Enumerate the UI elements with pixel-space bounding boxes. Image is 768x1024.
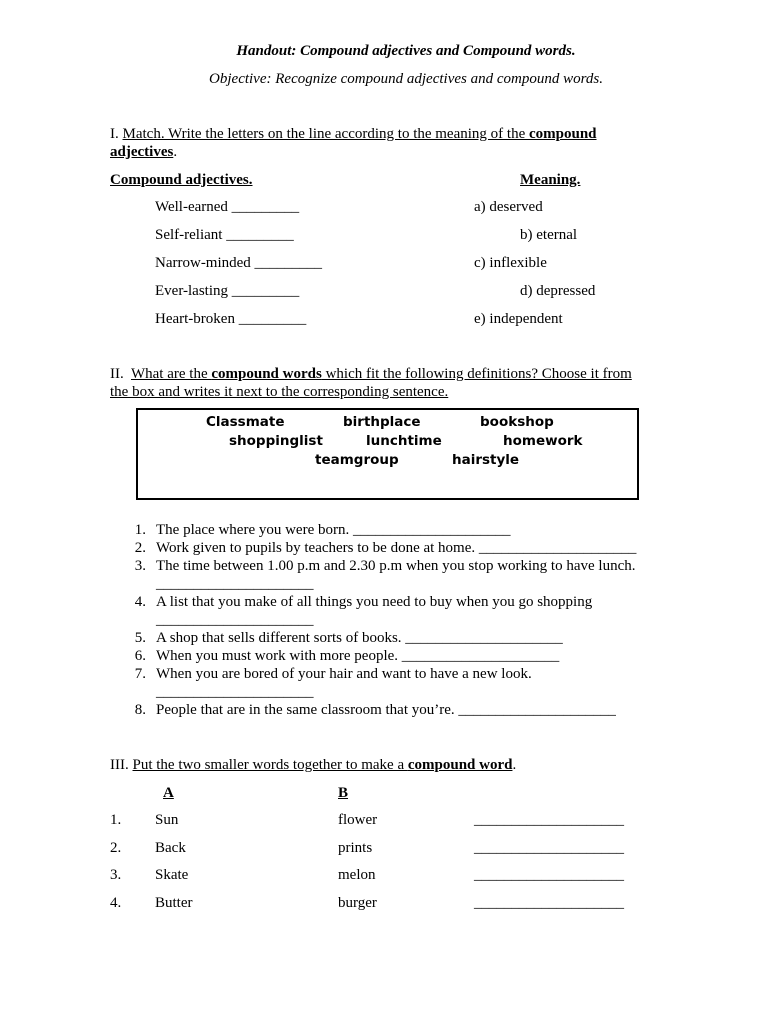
word-b: burger: [338, 895, 377, 911]
row-number: 4.: [110, 895, 122, 911]
word-a: Skate: [155, 867, 189, 883]
adjective-item: Ever-lasting _________: [155, 283, 300, 299]
sentence-number: 4.: [134, 594, 146, 610]
box-word: hairstyle: [452, 452, 520, 468]
sentence-number: 6.: [134, 648, 146, 664]
adjective-item: Heart-broken _________: [155, 311, 307, 327]
sentence-number: 7.: [134, 666, 146, 682]
box-word: homework: [503, 433, 583, 449]
meaning-item: d) depressed: [520, 283, 596, 299]
word-a: Sun: [155, 812, 179, 828]
meaning-item: b) eternal: [520, 227, 578, 243]
objective: Objective: Recognize compound adjectives and compound words.: [209, 71, 603, 87]
word-b: flower: [338, 812, 378, 828]
sentence-text: People that are in the same classroom that you’re. _____________________: [156, 702, 616, 718]
sentence-text: When you must work with more people. _____________________: [156, 648, 560, 664]
word-a: Butter: [155, 895, 193, 911]
section1-instruction: I. Match. Write the letters on the line according to the meaning of the compound: [110, 126, 597, 142]
sentence-text: A list that you make of all things you need to buy when you go shopping: [156, 594, 593, 610]
word-b: prints: [338, 840, 373, 856]
answer-blank: _____________________: [156, 612, 314, 628]
row-number: 1.: [110, 812, 122, 828]
sentence-text: The place where you were born. _____________________: [156, 522, 511, 538]
meaning-item: e) independent: [474, 311, 563, 327]
answer-blank: ____________________: [474, 895, 624, 911]
section2-instruction-line2: the box and writes it next to the corresponding sentence.: [110, 384, 449, 400]
adjective-item: Self-reliant _________: [155, 227, 294, 243]
page-title: Handout: Compound adjectives and Compound words.: [236, 43, 576, 59]
answer-blank: ____________________: [474, 840, 624, 856]
answer-blank: ____________________: [474, 867, 624, 883]
box-word: Classmate: [206, 414, 285, 430]
box-word: bookshop: [480, 414, 554, 430]
adjective-item: Well-earned _________: [155, 199, 300, 215]
box-word: teamgroup: [315, 452, 399, 468]
sentence-number: 1.: [134, 522, 146, 538]
sentence-text: Work given to pupils by teachers to be done at home. _____________________: [156, 540, 637, 556]
sentence-text: The time between 1.00 p.m and 2.30 p.m when you stop working to have lunch.: [156, 558, 636, 574]
answer-blank: ____________________: [474, 812, 624, 828]
section1-instruction-line2: adjectives.: [110, 144, 178, 160]
meaning-item: c) inflexible: [474, 255, 547, 271]
box-word: shoppinglist: [229, 433, 323, 449]
box-word: birthplace: [343, 414, 421, 430]
sentence-text: When you are bored of your hair and want to have a new look.: [156, 666, 532, 682]
sentence-number: 2.: [134, 540, 146, 556]
column-b-header: B: [338, 785, 349, 801]
answer-blank: _____________________: [156, 684, 314, 700]
sentence-number: 5.: [134, 630, 146, 646]
sentence-number: 8.: [134, 702, 146, 718]
section2-instruction: II. What are the compound words which fit the following definitions? Choose it from: [110, 366, 632, 382]
compound-adjectives-header: Compound adjectives.: [110, 172, 253, 188]
box-word: lunchtime: [366, 433, 442, 449]
word-a: Back: [155, 840, 186, 856]
column-a-header: A: [163, 785, 174, 801]
row-number: 3.: [110, 867, 122, 883]
adjective-item: Narrow-minded _________: [155, 255, 323, 271]
sentence-text: A shop that sells different sorts of books. _____________________: [156, 630, 563, 646]
section3-instruction: III. Put the two smaller words together to make a compound word.: [110, 757, 517, 773]
answer-blank: _____________________: [156, 576, 314, 592]
sentence-number: 3.: [134, 558, 146, 574]
word-b: melon: [338, 867, 376, 883]
meaning-header: Meaning.: [520, 172, 581, 188]
meaning-item: a) deserved: [474, 199, 543, 215]
row-number: 2.: [110, 840, 122, 856]
